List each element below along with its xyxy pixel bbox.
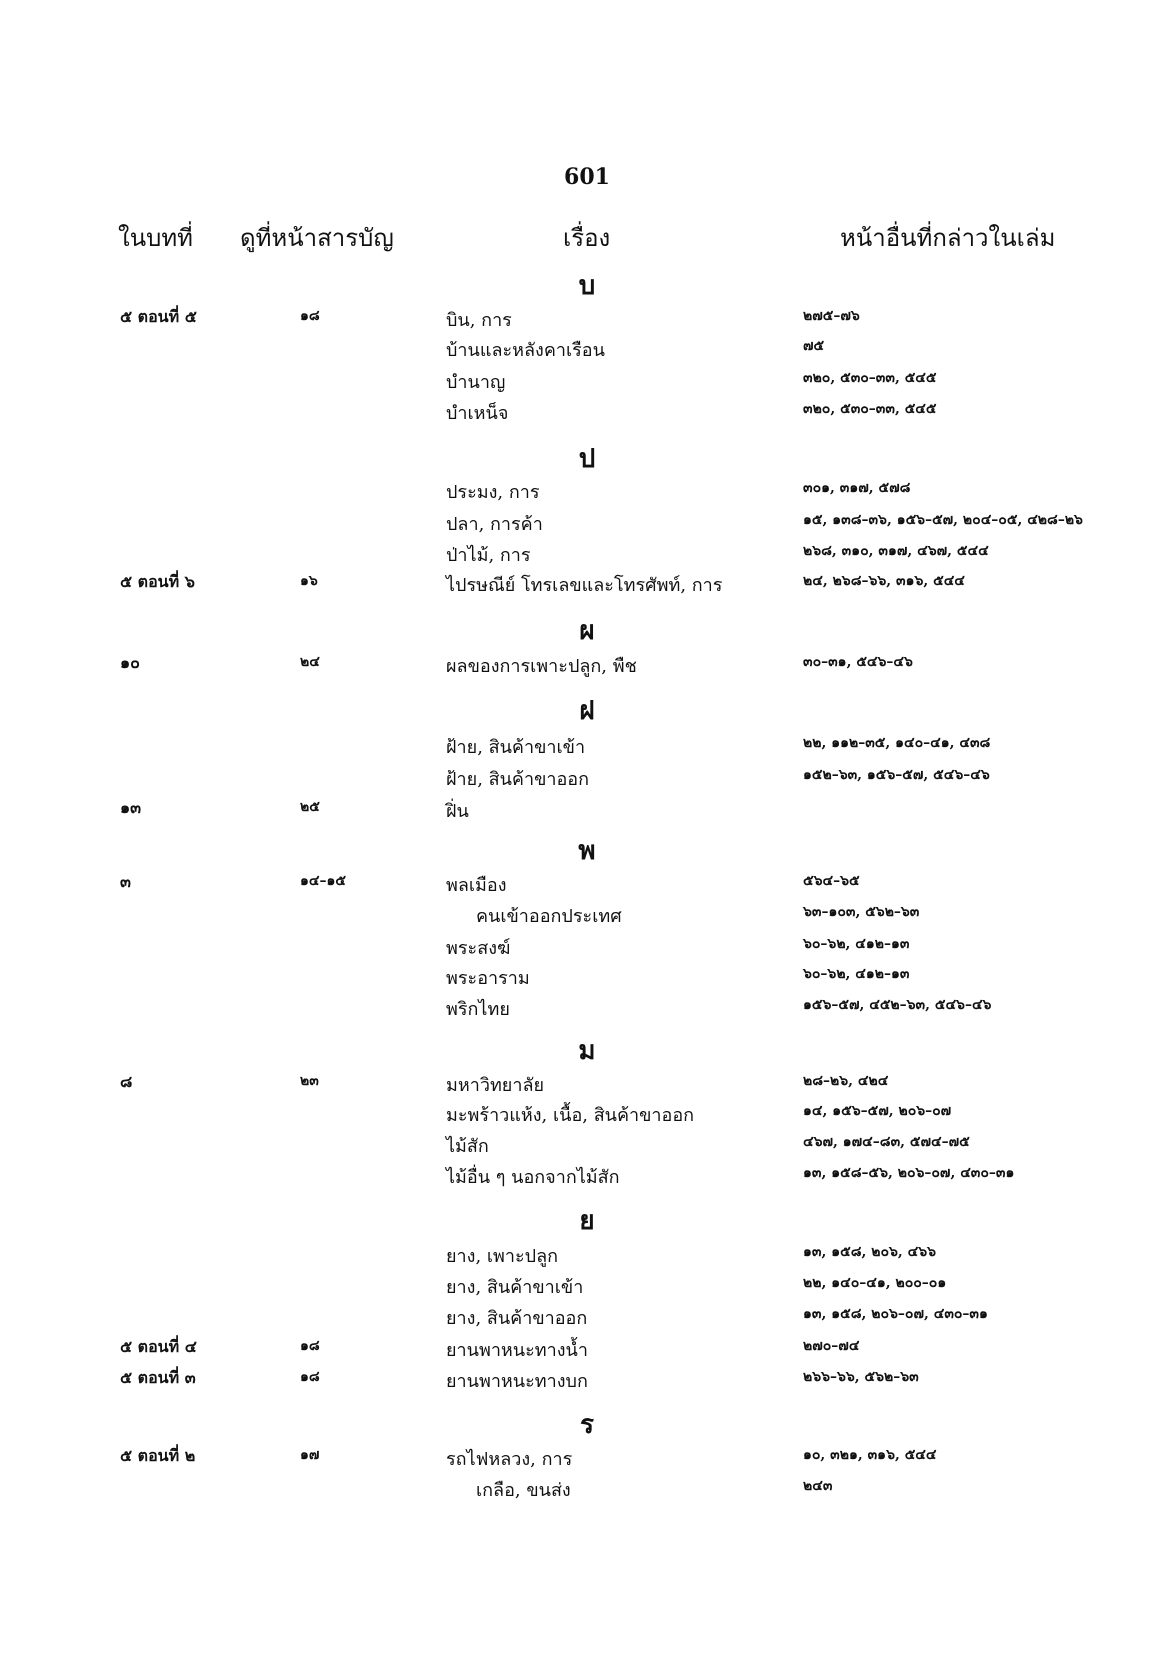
index-row (0, 1162, 1174, 1192)
row-index-page: ๑๗ (300, 1447, 320, 1463)
row-index-page: ๑๔–๑๕ (300, 873, 346, 889)
row-pages: ๑๕๖–๕๗, ๔๕๒–๖๓, ๕๔๖–๔๖ (803, 997, 992, 1013)
row-pages: ๓๐–๓๑, ๕๔๖–๔๖ (803, 654, 913, 670)
row-pages: ๑๐, ๓๒๑, ๓๑๖, ๕๔๔ (803, 1447, 937, 1463)
row-subject: ฝิ่น (446, 801, 469, 822)
row-pages: ๑๓, ๑๕๘–๕๖, ๒๐๖–๐๗, ๔๓๐–๓๑ (803, 1165, 1015, 1181)
row-pages: ๖๐–๖๒, ๔๑๒–๑๓ (803, 966, 910, 982)
index-row (0, 1070, 1174, 1100)
page-number: 601 (564, 164, 610, 190)
row-subject: มะพร้าวแห้ง, เนื้อ, สินค้าขาออก (446, 1105, 695, 1126)
row-subject: ปลา, การค้า (446, 514, 543, 535)
row-index-page: ๑๘ (300, 1369, 320, 1385)
index-row (0, 305, 1174, 335)
index-row (0, 570, 1174, 600)
index-row (0, 764, 1174, 794)
row-subject: พริกไทย (446, 999, 510, 1020)
index-row (0, 732, 1174, 762)
row-subject: ประมง, การ (446, 482, 540, 503)
row-chapter: ๕ ตอนที่ ๕ (120, 307, 197, 326)
row-pages: ๒๖๖–๖๖, ๕๖๒–๖๓ (803, 1369, 919, 1385)
index-row (0, 796, 1174, 826)
header-chapter: ในบทที่ (118, 224, 193, 252)
row-index-page: ๒๕ (300, 799, 320, 815)
row-pages: ๑๕๒–๖๓, ๑๕๖–๕๗, ๕๔๖–๔๖ (803, 767, 990, 783)
row-pages: ๒๖๘, ๓๑๐, ๓๑๗, ๔๖๗, ๕๔๔ (803, 543, 989, 559)
section-letter: ฝ (579, 696, 595, 726)
row-pages: ๑๓, ๑๕๘, ๒๐๖–๐๗, ๔๓๐–๓๑ (803, 1306, 988, 1322)
index-row (0, 1241, 1174, 1271)
index-row (0, 1444, 1174, 1474)
index-row (0, 1100, 1174, 1130)
row-pages: ๔๖๗, ๑๗๔–๘๓, ๕๗๔–๗๕ (803, 1134, 970, 1150)
row-subject: รถไฟหลวง, การ (446, 1449, 573, 1470)
index-row (0, 1303, 1174, 1333)
row-subject: พระสงฆ์ (446, 938, 511, 959)
row-chapter: ๕ ตอนที่ ๔ (120, 1337, 197, 1356)
row-subject: ไม้อื่น ๆ นอกจากไม้สัก (446, 1167, 620, 1188)
row-index-page: ๑๘ (300, 1338, 320, 1354)
row-subject: ฝ้าย, สินค้าขาเข้า (446, 737, 586, 758)
section-letter: ผ (579, 616, 595, 646)
row-pages: ๗๕ (803, 338, 825, 354)
index-row (0, 870, 1174, 900)
row-subject: ไม้สัก (446, 1136, 489, 1157)
row-chapter: ๑๓ (120, 798, 142, 817)
row-subject: คนเข้าออกประเทศ (476, 906, 622, 927)
row-subject: บิน, การ (446, 310, 512, 331)
row-pages: ๖๐–๖๒, ๔๑๒–๑๓ (803, 936, 910, 952)
index-row (0, 1131, 1174, 1161)
index-row (0, 1366, 1174, 1396)
index-row (0, 1335, 1174, 1365)
row-subject: ผลของการเพาะปลูก, พืช (446, 656, 637, 677)
row-pages: ๒๒, ๑๔๐–๔๑, ๒๐๐–๐๑ (803, 1275, 947, 1291)
row-pages: ๒๔๓ (803, 1478, 833, 1494)
index-row (0, 367, 1174, 397)
row-subject: บำเหน็จ (446, 403, 509, 424)
row-subject: เกลือ, ขนส่ง (476, 1480, 571, 1501)
row-pages: ๑๔, ๑๕๖–๕๗, ๒๐๖–๐๗ (803, 1103, 952, 1119)
row-pages: ๖๓–๑๐๓, ๕๖๒–๖๓ (803, 904, 920, 920)
row-chapter: ๕ ตอนที่ ๒ (120, 1446, 196, 1465)
section-letter: พ (578, 836, 596, 866)
row-chapter: ๕ ตอนที่ ๓ (120, 1368, 196, 1387)
index-row (0, 477, 1174, 507)
row-chapter: ๕ ตอนที่ ๖ (120, 572, 195, 591)
row-subject: บ้านและหลังคาเรือน (446, 340, 605, 361)
header-pages: หน้าอื่นที่กล่าวในเล่ม (840, 224, 1056, 252)
row-chapter: ๘ (120, 1072, 133, 1091)
row-pages: ๕๖๔–๖๕ (803, 873, 860, 889)
row-subject: ยาง, เพาะปลูก (446, 1246, 559, 1267)
row-pages: ๓๒๐, ๕๓๐–๓๓, ๕๔๕ (803, 370, 937, 386)
row-pages: ๒๒, ๑๑๒–๓๕, ๑๔๐–๔๑, ๔๓๘ (803, 735, 991, 751)
section-letter: ย (579, 1206, 595, 1236)
index-row (0, 398, 1174, 428)
row-pages: ๑๕, ๑๓๘–๓๖, ๑๕๖–๕๗, ๒๐๔–๐๕, ๔๒๘–๒๖ (803, 512, 1083, 528)
section-letter: ม (578, 1036, 596, 1066)
row-pages: ๓๒๐, ๕๓๐–๓๓, ๕๔๕ (803, 401, 937, 417)
row-pages: ๒๘–๒๖, ๔๒๔ (803, 1073, 889, 1089)
header-subject: เรื่อง (563, 224, 611, 252)
row-subject: พระอาราม (446, 968, 530, 989)
row-index-page: ๑๖ (300, 573, 318, 589)
section-letter: บ (578, 271, 596, 301)
row-index-page: ๑๘ (300, 308, 320, 324)
index-row (0, 933, 1174, 963)
row-subject: มหาวิทยาลัย (446, 1075, 545, 1096)
row-pages: ๒๗๐–๗๔ (803, 1338, 860, 1354)
row-pages: ๒๗๕–๗๖ (803, 308, 860, 324)
index-row (0, 901, 1174, 931)
row-chapter: ๓ (120, 872, 131, 891)
row-subject: ไปรษณีย์ โทรเลขและโทรศัพท์, การ (446, 575, 723, 596)
row-subject: ยาง, สินค้าขาออก (446, 1308, 588, 1329)
row-subject: ป่าไม้, การ (446, 545, 531, 566)
row-pages: ๒๔, ๒๖๘–๖๖, ๓๑๖, ๕๔๔ (803, 573, 965, 589)
row-index-page: ๒๔ (300, 654, 320, 670)
section-letter: ป (578, 444, 596, 474)
row-subject: ยาง, สินค้าขาเข้า (446, 1277, 584, 1298)
index-row (0, 1272, 1174, 1302)
index-row (0, 509, 1174, 539)
row-chapter: ๑๐ (120, 653, 140, 672)
row-subject: บำนาญ (446, 372, 506, 393)
index-row (0, 540, 1174, 570)
index-row (0, 963, 1174, 993)
index-row (0, 994, 1174, 1024)
row-subject: ฝ้าย, สินค้าขาออก (446, 769, 590, 790)
header-index: ดูที่หน้าสารบัญ (240, 224, 394, 252)
index-row (0, 1475, 1174, 1505)
row-subject: ยานพาหนะทางบก (446, 1371, 588, 1392)
row-subject: พลเมือง (446, 875, 507, 896)
row-pages: ๑๓, ๑๕๘, ๒๐๖, ๔๖๖ (803, 1244, 937, 1260)
index-row (0, 651, 1174, 681)
section-letter: ร (580, 1410, 594, 1440)
index-row (0, 335, 1174, 365)
row-index-page: ๒๓ (300, 1073, 319, 1089)
row-subject: ยานพาหนะทางน้ำ (446, 1340, 588, 1361)
row-pages: ๓๐๑, ๓๑๗, ๕๗๘ (803, 480, 911, 496)
